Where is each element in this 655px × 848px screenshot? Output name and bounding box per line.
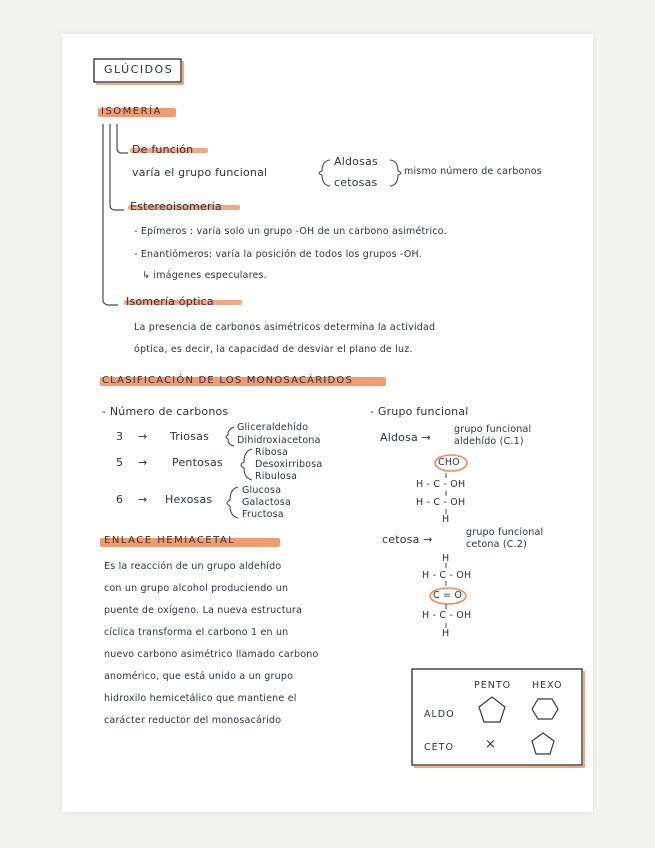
isomeria-heading: ISOMERÍA [101, 106, 162, 117]
ceto-struct-h-top: H [442, 553, 450, 564]
optica-line1: La presencia de carbonos asimétricos determina la actividad [134, 322, 436, 333]
carbonos-title: - Número de carbonos [102, 405, 229, 418]
ceto-struct-c1: H - C - OH [422, 570, 472, 581]
aldo-struct-c1: H - C - OH [416, 479, 466, 490]
optica-line2: óptica, es decir, la capacidad de desviar el plano de luz. [134, 344, 413, 355]
enlace-line-2: con un grupo alcohol produciendo un [104, 583, 289, 594]
row3-arrow: → [138, 430, 148, 443]
enlace-line-7: hidroxilo hemicetálico que mantiene el [104, 693, 297, 704]
row6-name: Hexosas [165, 493, 213, 506]
funcion-text: varía el grupo funcional [132, 166, 268, 179]
brace-left [319, 160, 330, 186]
row5-number: 5 [116, 456, 124, 469]
row6-arrow: → [138, 493, 148, 506]
epimeros-text: - Epímeros : varía solo un grupo -OH de un carbono asimétrico. [134, 226, 447, 237]
aldo-struct-c2: H - C - OH [416, 497, 466, 508]
row3-item2: Dihidroxiacetona [237, 435, 321, 446]
row5-arrow: → [138, 456, 148, 469]
cetosa-desc2: cetona (C.2) [466, 539, 527, 550]
enantiomeros-text: - Enantiómeros: varía la posición de todos los grupos -OH. [134, 249, 422, 260]
table-row-aldo: ALDO [424, 709, 455, 720]
row6-item3: Fructosa [242, 509, 284, 520]
row6-number: 6 [116, 493, 124, 506]
cetosas-label: cetosas [334, 176, 378, 189]
aldo-struct-h: H [442, 514, 450, 525]
ceto-struct-h-bottom: H [442, 628, 450, 639]
row6-item1: Glucosa [242, 485, 282, 496]
cetosa-desc1: grupo funcional [466, 527, 544, 538]
funcion-label: De función [132, 143, 194, 156]
estereo-label: Estereoisomería [130, 200, 222, 213]
enlace-line-8: carácter reductor del monosacárido [104, 715, 282, 726]
funcion-note: mismo número de carbonos [404, 166, 542, 177]
brace-right [390, 160, 401, 186]
row5-item3: Ribulosa [255, 471, 298, 482]
aldosa-desc2: aldehído (C.1) [454, 436, 524, 447]
aldosa-desc1: grupo funcional [454, 424, 532, 435]
enlace-line-4: cíclica transforma el carbono 1 en un [104, 627, 289, 638]
page-title: GLÚCIDOS [104, 63, 174, 76]
optica-label: Isomería óptica [126, 295, 214, 308]
table-col-hexo: HEXO [532, 680, 563, 691]
table-row-ceto: CETO [424, 742, 454, 753]
imagenes-text: ↳ imágenes especulares. [142, 270, 267, 281]
row6-item2: Galactosa [242, 497, 291, 508]
table-empty-mark: × [485, 737, 497, 752]
ceto-struct-c3: H - C - OH [422, 610, 472, 621]
grupo-title: - Grupo funcional [370, 405, 469, 418]
cetosa-label: cetosa → [382, 533, 433, 546]
enlace-line-3: puente de oxígeno. La nueva estructura [104, 605, 302, 616]
enlace-line-1: Es la reacción de un grupo aldehído [104, 561, 282, 572]
row5-name: Pentosas [172, 456, 223, 469]
aldo-struct-cho: CHO [438, 457, 460, 468]
aldosas-label: Aldosas [334, 155, 378, 168]
pentagon-aldo-icon [479, 697, 505, 722]
ceto-struct-co: C = O [433, 590, 463, 601]
enlace-line-6: anomérico, que está unido a un grupo [104, 671, 294, 682]
table-col-pento: PENTO [474, 680, 512, 691]
row5-item2: Desoxirribosa [255, 459, 323, 470]
tree-line-inner [117, 124, 128, 153]
row3-name: Triosas [170, 430, 210, 443]
enlace-heading: ENLACE HEMIACETAL [104, 535, 236, 546]
hexagon-aldo-icon [532, 699, 558, 719]
row3-item1: Gliceraldehído [237, 422, 309, 433]
pentagon-ceto-icon [532, 733, 554, 754]
row5-item1: Ribosa [255, 447, 289, 458]
row3-number: 3 [116, 430, 124, 443]
aldosa-label: Aldosa → [380, 431, 432, 444]
enlace-line-5: nuevo carbono asimétrico llamado carbono [104, 649, 319, 660]
clasificacion-heading: CLASIFICACIÓN DE LOS MONOSACÁRIDOS [102, 375, 354, 386]
